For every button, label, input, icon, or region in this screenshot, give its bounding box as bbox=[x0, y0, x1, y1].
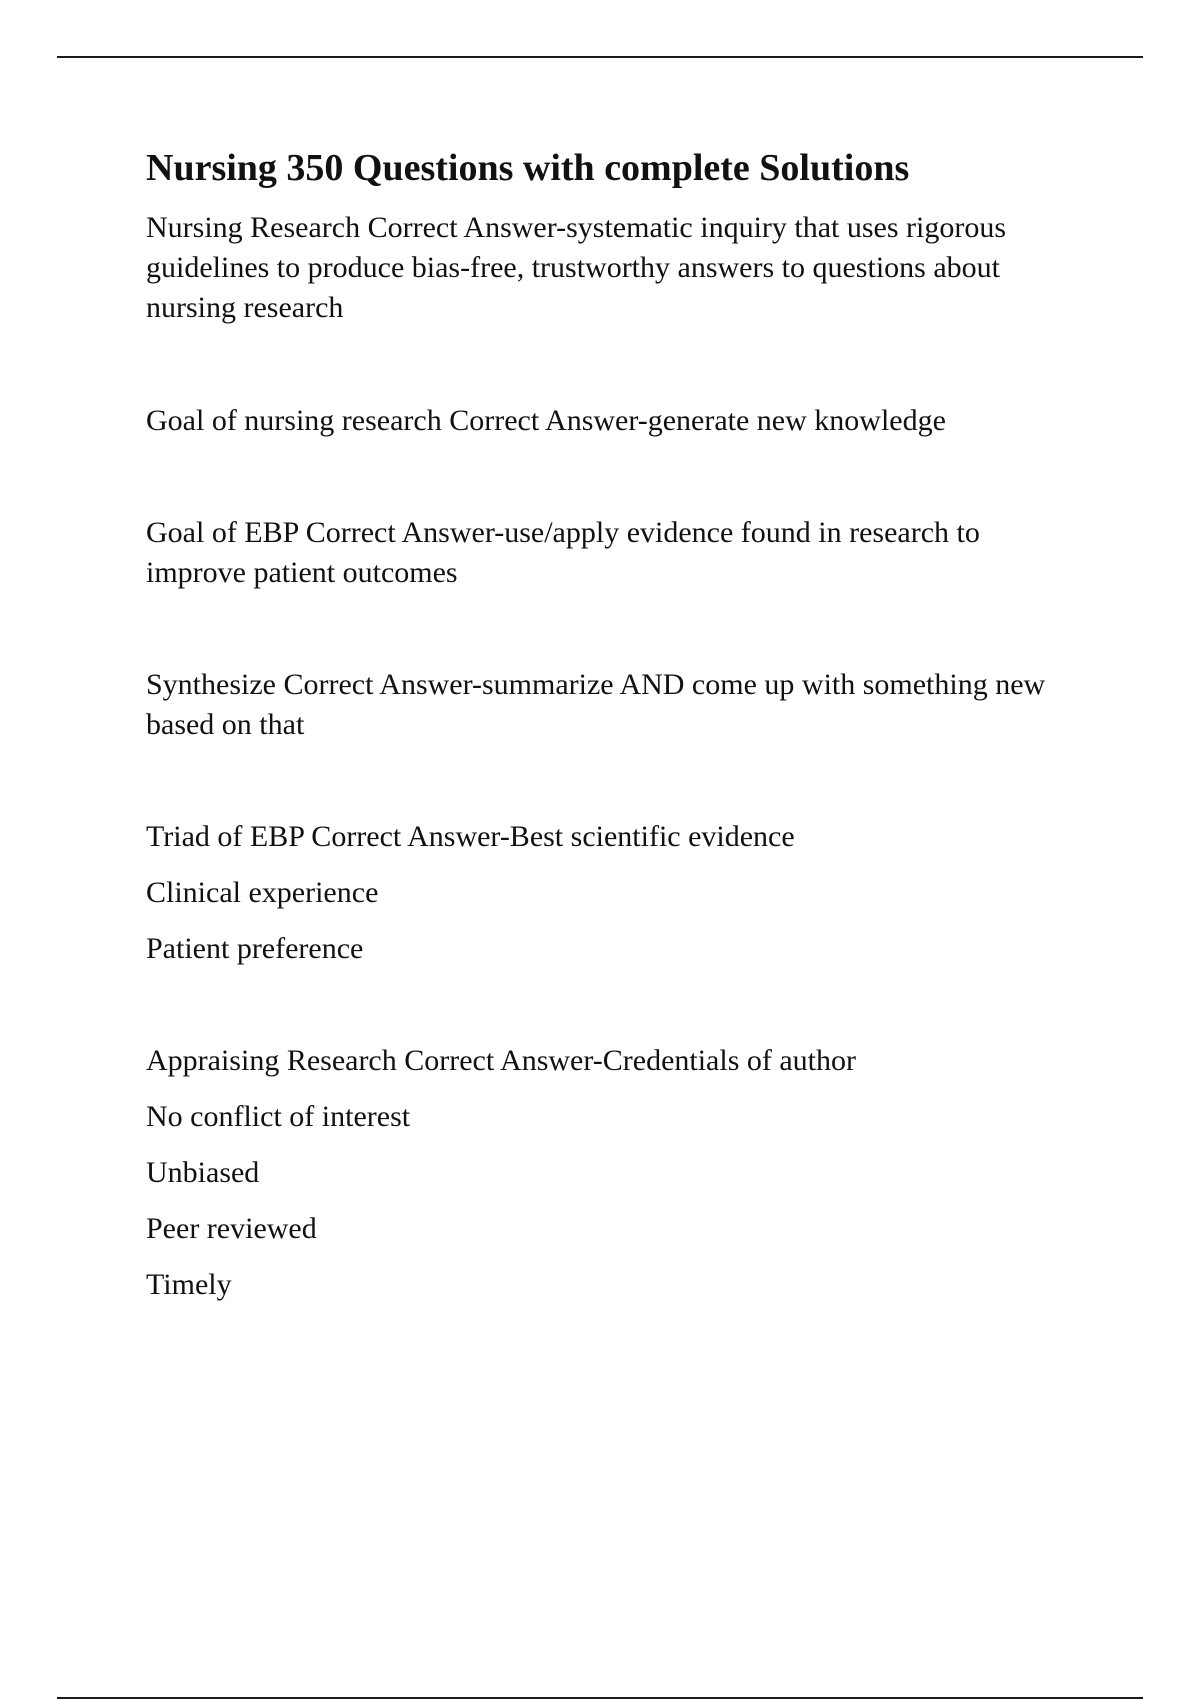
document-body bbox=[146, 142, 1086, 1305]
qa-entry bbox=[146, 401, 1086, 441]
qa-entry bbox=[146, 817, 1086, 969]
header-rule bbox=[57, 56, 1143, 58]
qa-text: Appraising Research Correct Answer-Credentials of author bbox=[146, 1044, 857, 1077]
qa-extra-line: Unbiased bbox=[146, 1156, 260, 1189]
qa-extra-line: Clinical experience bbox=[146, 876, 379, 909]
document-title: Nursing 350 Questions with complete Solutions bbox=[146, 147, 910, 189]
footer-rule bbox=[57, 1697, 1143, 1699]
qa-entry bbox=[146, 208, 1086, 328]
qa-extra-line: Patient preference bbox=[146, 932, 364, 965]
qa-entry bbox=[146, 1041, 1086, 1305]
qa-extra-line: Timely bbox=[146, 1268, 232, 1301]
qa-text: Goal of EBP Correct Answer-use/apply evidence found in research to improve patient outcomes bbox=[146, 516, 980, 589]
qa-text: Synthesize Correct Answer-summarize AND come up with something new based on that bbox=[146, 668, 1046, 741]
qa-extra-line: No conflict of interest bbox=[146, 1100, 411, 1133]
qa-entry bbox=[146, 665, 1086, 745]
qa-text: Goal of nursing research Correct Answer-generate new knowledge bbox=[146, 404, 946, 437]
qa-entry bbox=[146, 513, 1086, 593]
qa-text: Nursing Research Correct Answer-systematic inquiry that uses rigorous guidelines to produce bias-free, trustworthy answers to questions about nursing research bbox=[146, 211, 1007, 324]
qa-text: Triad of EBP Correct Answer-Best scientific evidence bbox=[146, 820, 795, 853]
qa-extra-line: Peer reviewed bbox=[146, 1212, 317, 1245]
